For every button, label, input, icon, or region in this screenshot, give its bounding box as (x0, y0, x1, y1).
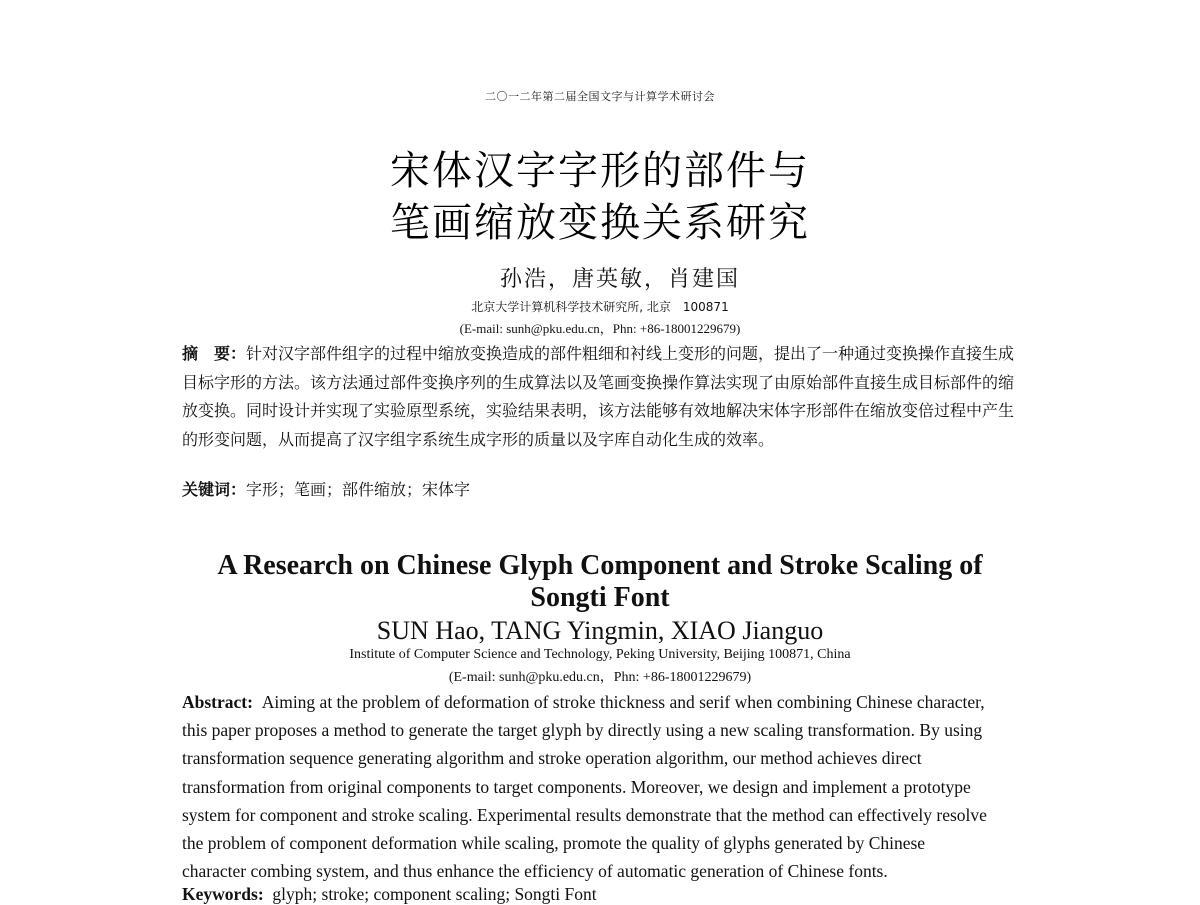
english-abstract-line: transformation sequence generating algorithm and stroke operation algorithm, our method achieves direct (182, 748, 922, 769)
english-keywords (182, 884, 1024, 905)
english-abstract-line: system for component and stroke scaling. Experimental results demonstrate that the method can effectively resolve (182, 804, 987, 825)
chinese-title-line-2: 笔画缩放变换关系研究 (390, 200, 810, 246)
english-abstract-line: this paper proposes a method to generate the target glyph by directly using a new scaling transformation. By using (182, 720, 983, 741)
english-abstract (182, 688, 1024, 885)
english-authors: SUN Hao, TANG Yingmin, XIAO Jianguo (376, 616, 824, 645)
english-abstract-label: Abstract: (182, 692, 253, 712)
chinese-abstract (182, 340, 1024, 454)
chinese-keywords (182, 477, 1024, 500)
chinese-email: (E-mail: sunh@pku.edu.cn，Phn: +86-18001229679) (459, 321, 741, 336)
chinese-authors: 孙浩，唐英敏，肖建国 (499, 267, 740, 292)
english-abstract-line (182, 688, 1024, 716)
english-abstract-line: the problem of component deformation while scaling, promote the quality of glyphs generated by Chinese (182, 833, 926, 854)
chinese-abstract-text: 针对汉字部件组字的过程中缩放变换造成的部件粗细和衬线上变形的问题，提出了一种通过变换操作直接生成目标字形的方法。该方法通过部件变换序列的生成算法以及笔画变换操作算法实现了由原始部件直接生成目标部件的缩放变换。同时设计并实现了实验原型系统，实验结果表明，该方法能够有效地解决宋体字形部件在缩放变倍过程中产生的形变问题，从而提高了汉字组字系统生成字形的质量以及字库自动化生成的效率。 (182, 344, 1015, 449)
chinese-keywords-text: 字形；笔画；部件缩放；宋体字 (246, 480, 471, 499)
english-keywords-label: Keywords: (182, 884, 264, 904)
english-email: (E-mail: sunh@pku.edu.cn，Phn: +86-18001229679) (448, 670, 752, 685)
conference-header: 二〇一二年第二届全国文字与计算学术研讨会 (485, 90, 715, 103)
english-abstract-line: transformation from original components to target components. Moreover, we design and implement a prototype (182, 776, 971, 797)
chinese-affiliation: 北京大学计算机科学技术研究所, 北京 100871 (471, 300, 729, 314)
english-title-line-1: A Research on Chinese Glyph Component and Stroke Scaling of (217, 550, 983, 581)
english-affiliation: Institute of Computer Science and Technology, Peking University, Beijing 100871, China (349, 647, 851, 662)
english-abstract-line: character combing system, and thus enhance the efficiency of automatic generation of Chinese fonts. (182, 861, 888, 882)
chinese-title (0, 145, 1200, 249)
chinese-title-line-1: 宋体汉字字形的部件与 (390, 148, 810, 194)
english-keywords-text: glyph; stroke; component scaling; Songti Font (272, 884, 597, 904)
english-title-line-2: Songti Font (530, 582, 670, 613)
english-abstract-line-text: Aiming at the problem of deformation of stroke thickness and serif when combining Chinese character, (261, 692, 985, 712)
english-title (0, 550, 1200, 614)
chinese-keywords-label: 关键词： (182, 480, 247, 499)
chinese-abstract-label: 摘 要： (182, 344, 247, 363)
